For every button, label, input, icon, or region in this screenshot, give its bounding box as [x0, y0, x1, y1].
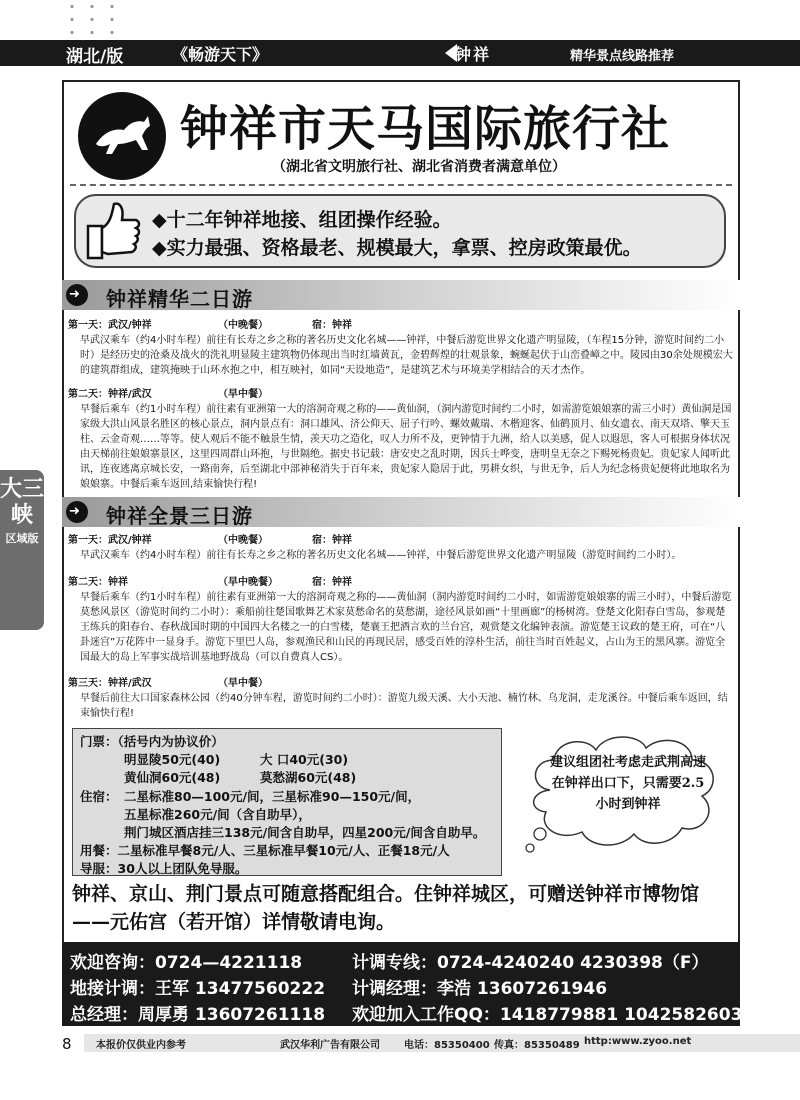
footer-bar: [84, 1034, 800, 1052]
day-lodging: 宿：钟祥: [312, 577, 352, 588]
side-tab-title: 大三峡: [0, 476, 45, 528]
side-tab-subtitle: 区域版: [5, 532, 39, 545]
lodging-price: 二星标准80—100元/间，三星标准90—150元/间，: [124, 789, 421, 804]
lodging-price: 荆门城区酒店挂三138元/间含自助早，四星200元/间含自助早。: [124, 825, 486, 840]
footer-company: 武汉华利广告有限公司: [280, 1040, 380, 1051]
agency-subtitle: （湖北省文明旅行社、湖北省消费者满意单位）: [272, 159, 566, 175]
ticket-heading: 门票：（括号内为协议价）: [80, 734, 224, 749]
horse-logo-icon: [78, 92, 166, 180]
agency-title: 钟祥市天马国际旅行社: [180, 101, 671, 157]
dispatch-phone: 计调专线：0724-4240240 4230398（F）: [352, 953, 709, 973]
ticket-price: 明显陵50元(40): [124, 752, 221, 767]
arrow-right-icon: ➜: [66, 284, 88, 306]
day-description: 早餐后乘车（约1小时车程）前往素有亚洲第一大的溶洞奇观之称的——黄仙洞，（洞内游览时间约二小时，如需游览娘娘寨的需三小时）黄仙洞是国家级大洪山风景名胜区的核心景点，洞内景点有：洞口雄风、济公仰天、屈子行吟、螺效戴瑞、木楷迎客、仙鹤顶月、仙女遗衣、南天双塔、擎天玉柱、云金奇观……等等。使人观后不能不触景生情，羡天功之造化，叹人力所不及，更钟情于九洲，给人以美感，促人以遐思，客人可根据身体状况由天梯前往娘娘寨景区，这里四周群山环抱，与世隔绝。据史书记载：唐安史之乱时期，因兵士哗变，唐明皇无奈之下赐死杨贵妃。贵妃家人闻听此讯，连夜逃离京城长安，一路南奔，后至湖北中部神秘消失于百年来，贵妃家人隐居于此，男耕女织，与世无争，后人为纪念杨贵妃便将此地取名为娘娘寨。中餐后乘车返回,结束愉快行程!: [80, 404, 732, 490]
day-description: 早武汉乘车（约4小时车程）前往有长寿之乡之称的著名历史文化名城——钟祥，中餐后游览世界文化遗产明显陵（游览时间约二小时）。: [80, 550, 682, 561]
section-heading-three-day: [62, 497, 740, 527]
day-meals: （早中餐）: [218, 389, 268, 400]
itinerary-day: [68, 575, 734, 665]
meal-price: 用餐：二星标准早餐8元/人、三星标准早餐10元/人、正餐18元/人: [80, 843, 450, 858]
day-title: 第一天：武汉/钟祥: [68, 320, 152, 331]
ticket-price: 莫愁湖60元(48): [260, 770, 357, 785]
section-heading-two-day: [62, 280, 740, 310]
column-title: 《畅游天下》: [172, 45, 269, 64]
day-description: 早餐后乘车（约1小时车程）前往素有亚洲第一大的溶洞奇观之称的——黄仙洞（洞内游览时间约二小时，如需游览娘娘寨的需三小时），中餐后游览莫愁风景区（游览时间约二小时）：乘船前往楚国歌舞艺术家莫愁命名的莫愁湖，途径风景如画“十里画廊”的杨树湾。登楚文化阳春白雪岛，参观楚王练兵的阳春台、春秋战国时期的中国四大名楼之一的白雪楼，楚襄王把酒言欢的兰台宫，观赏楚文化编钟表演。游览楚王议政的楚王府，可在“八卦迷宫”万花阵中一显身手。游览下里巴人岛，参观渔民和山民的再现民居，感受百姓的淳朴生活，前往当时百姓起义，占山为王的黑风寨。游览全国最大的岛上军事实战培训基地野战岛（可以自费真人CS）。: [80, 592, 732, 663]
guide-info: 导服：30人以上团队免导服。: [80, 861, 248, 876]
day-title: 第三天：钟祥/武汉: [68, 678, 152, 689]
divider: [70, 184, 732, 186]
day-meals: （早中晚餐）: [218, 577, 278, 588]
day-meals: （中晚餐）: [218, 535, 268, 546]
cloud-callout-text: 建议组团社考虑走武荆高速在钟祥出口下，只需要2.5小时到钟祥: [549, 755, 706, 812]
ticket-price: 大 口40元(30): [260, 752, 349, 767]
page-number: 8: [62, 1035, 72, 1053]
footer-disclaimer: 本报价仅供业内参考: [96, 1040, 186, 1051]
day-meals: （早中餐）: [218, 678, 268, 689]
day-description: 早餐后前往大口国家森林公园（约40分钟车程，游览时间约二小时）：游览九级天溪、大小天池、楠竹林、乌龙洞，走龙溪谷。中餐后乘车返回，结束愉快行程!: [80, 693, 728, 719]
header-tagline: 精华景点线路推荐: [570, 49, 675, 64]
combination-note: 钟祥、京山、荆门景点可随意搭配组合。住钟祥城区，可赠送钟祥市博物馆——元佑宫（若开馆）详情敬请电询。: [72, 883, 700, 933]
general-manager: 总经理：周厚勇 13607261118: [70, 1005, 326, 1025]
dispatch-manager: 计调经理：李浩 13607261946: [352, 979, 608, 999]
decorative-dots: [62, 0, 122, 38]
feature-line-2: ◆实力最强、资格最老、规模最大，拿票、控房政策最优。: [152, 237, 642, 259]
local-coordinator: 地接计调：王军 13477560222: [70, 979, 326, 999]
day-title: 第二天：钟祥: [68, 577, 128, 588]
itinerary-day: [68, 387, 734, 492]
footer-phone: 电话：85350400: [404, 1040, 490, 1051]
brand-name: 钟祥: [455, 45, 492, 64]
lodging-price: 五星标准260元/间（含自助早），: [124, 807, 311, 822]
day-lodging: 宿：钟祥: [312, 535, 352, 546]
arrow-right-icon: ➜: [66, 501, 88, 523]
consult-phone: 欢迎咨询：0724—4221118: [70, 953, 303, 973]
page-header: [0, 40, 800, 66]
edition-label: 湖北/版: [66, 47, 124, 67]
day-title: 第一天：武汉/钟祥: [68, 535, 152, 546]
day-meals: （中晚餐）: [218, 320, 268, 331]
ticket-price: 黄仙洞60元(48): [124, 770, 221, 785]
day-description: 早武汉乘车（约4小时车程）前往有长寿之乡之称的著名历史文化名城——钟祥，中餐后游览世界文化遗产明显陵，（车程15分钟，游览时间约二小时）是经历史的沧桑及战火的洗礼明显陵主建筑物仍体现出当时红墙黄瓦，金碧辉煌的壮观景象，蜿蜒起伏于山峦叠嶂之中。陵园由30余处规模宏大的建筑群组成，建筑掩映于山环水抱之中，相互映衬，如同“天设地造”，是建筑艺术与环境美学相结合的天才杰作。: [80, 335, 733, 376]
itinerary-day: [68, 533, 734, 563]
work-qq: 欢迎加入工作QQ：1418779881 1042582603: [352, 1005, 743, 1025]
chevron-left-icon: [445, 44, 457, 62]
footer-fax: 传真：85350489: [494, 1040, 580, 1051]
region-side-tab: [0, 470, 44, 630]
section-title: 钟祥精华二日游: [106, 287, 253, 311]
footer-url: http:www.zyoo.net: [584, 1036, 692, 1047]
day-title: 第二天：钟祥/武汉: [68, 389, 152, 400]
itinerary-day: [68, 318, 734, 378]
lodging-label: 住宿：: [80, 789, 118, 804]
itinerary-day: [68, 676, 734, 721]
feature-line-1: ◆十二年钟祥地接、组团操作经验。: [152, 209, 452, 231]
section-title: 钟祥全景三日游: [106, 504, 253, 528]
day-lodging: 宿：钟祥: [312, 320, 352, 331]
thumbs-up-icon: [80, 196, 142, 262]
